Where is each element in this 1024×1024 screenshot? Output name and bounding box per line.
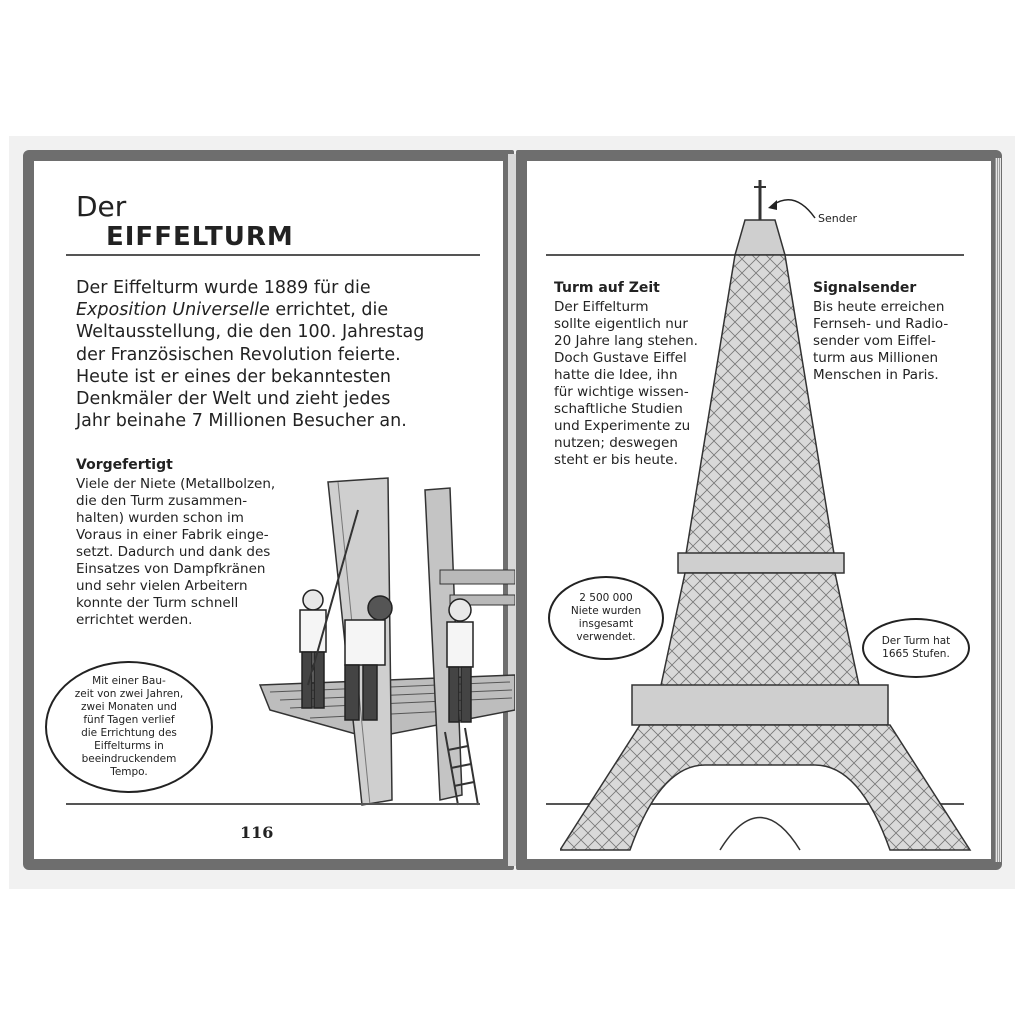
sender-label: Sender xyxy=(818,212,857,225)
bubble-bauzeit: Mit einer Bau- zeit von zwei Jahren, zwei Monaten und fünf Tagen verlief die Errichtung des Eiffelturms in beeindruckendem Tempo. xyxy=(45,661,213,793)
page-number: 116 xyxy=(240,823,274,842)
intro-italic-phrase: Exposition Universelle xyxy=(76,300,270,321)
eiffel-tower-illustration xyxy=(560,175,980,855)
section-text-signalsender: Bis heute erreichen Fernseh- und Radio- sender vom Eiffel- turm aus Millionen Menschen in Paris. xyxy=(813,299,949,383)
sender-arrow xyxy=(765,190,825,230)
section-heading-turm-auf-zeit: Turm auf Zeit xyxy=(554,280,660,296)
bottom-rule-left xyxy=(66,803,480,805)
bubble-niete: 2 500 000 Niete wurden insgesamt verwendet. xyxy=(548,576,664,660)
page-edges xyxy=(995,158,1001,862)
section-text-turm-auf-zeit: Der Eiffelturm sollte eigentlich nur 20 Jahre lang stehen. Doch Gustave Eiffel hatte die Idee, ihn für wichtige wissen- schaftliche Studien und Experimente zu nutzen; deswegen steht er bis heute. xyxy=(554,299,698,468)
construction-illustration xyxy=(250,470,515,810)
title-rule xyxy=(66,254,480,256)
section-heading-vorgefertigt: Vorgefertigt xyxy=(76,457,173,473)
section-heading-signalsender: Signalsender xyxy=(813,280,917,296)
section-text-vorgefertigt: Viele der Niete (Metallbolzen, die den Turm zusammen- halten) wurden schon im Voraus in einer Fabrik einge- setzt. Dadurch und dank des Einsatzes von Dampfkränen und sehr vielen Arbeitern konnte der Turm schnell errichtet werden. xyxy=(76,476,276,628)
bubble-stufen: Der Turm hat 1665 Stufen. xyxy=(862,618,970,678)
title-eiffelturm: EIFFELTURM xyxy=(106,222,294,252)
title-der: Der xyxy=(76,190,127,223)
intro-text: Der Eiffelturm wurde 1889 für die Exposition Universelle errichtet, die Weltausstellung, die den 100. Jahrestag der Französischen Revolution feierte. Heute ist er eines der bekanntesten Denkmäler der Welt und zieht jedes Jahr beinahe 7 Millionen Besucher an. xyxy=(76,278,425,432)
